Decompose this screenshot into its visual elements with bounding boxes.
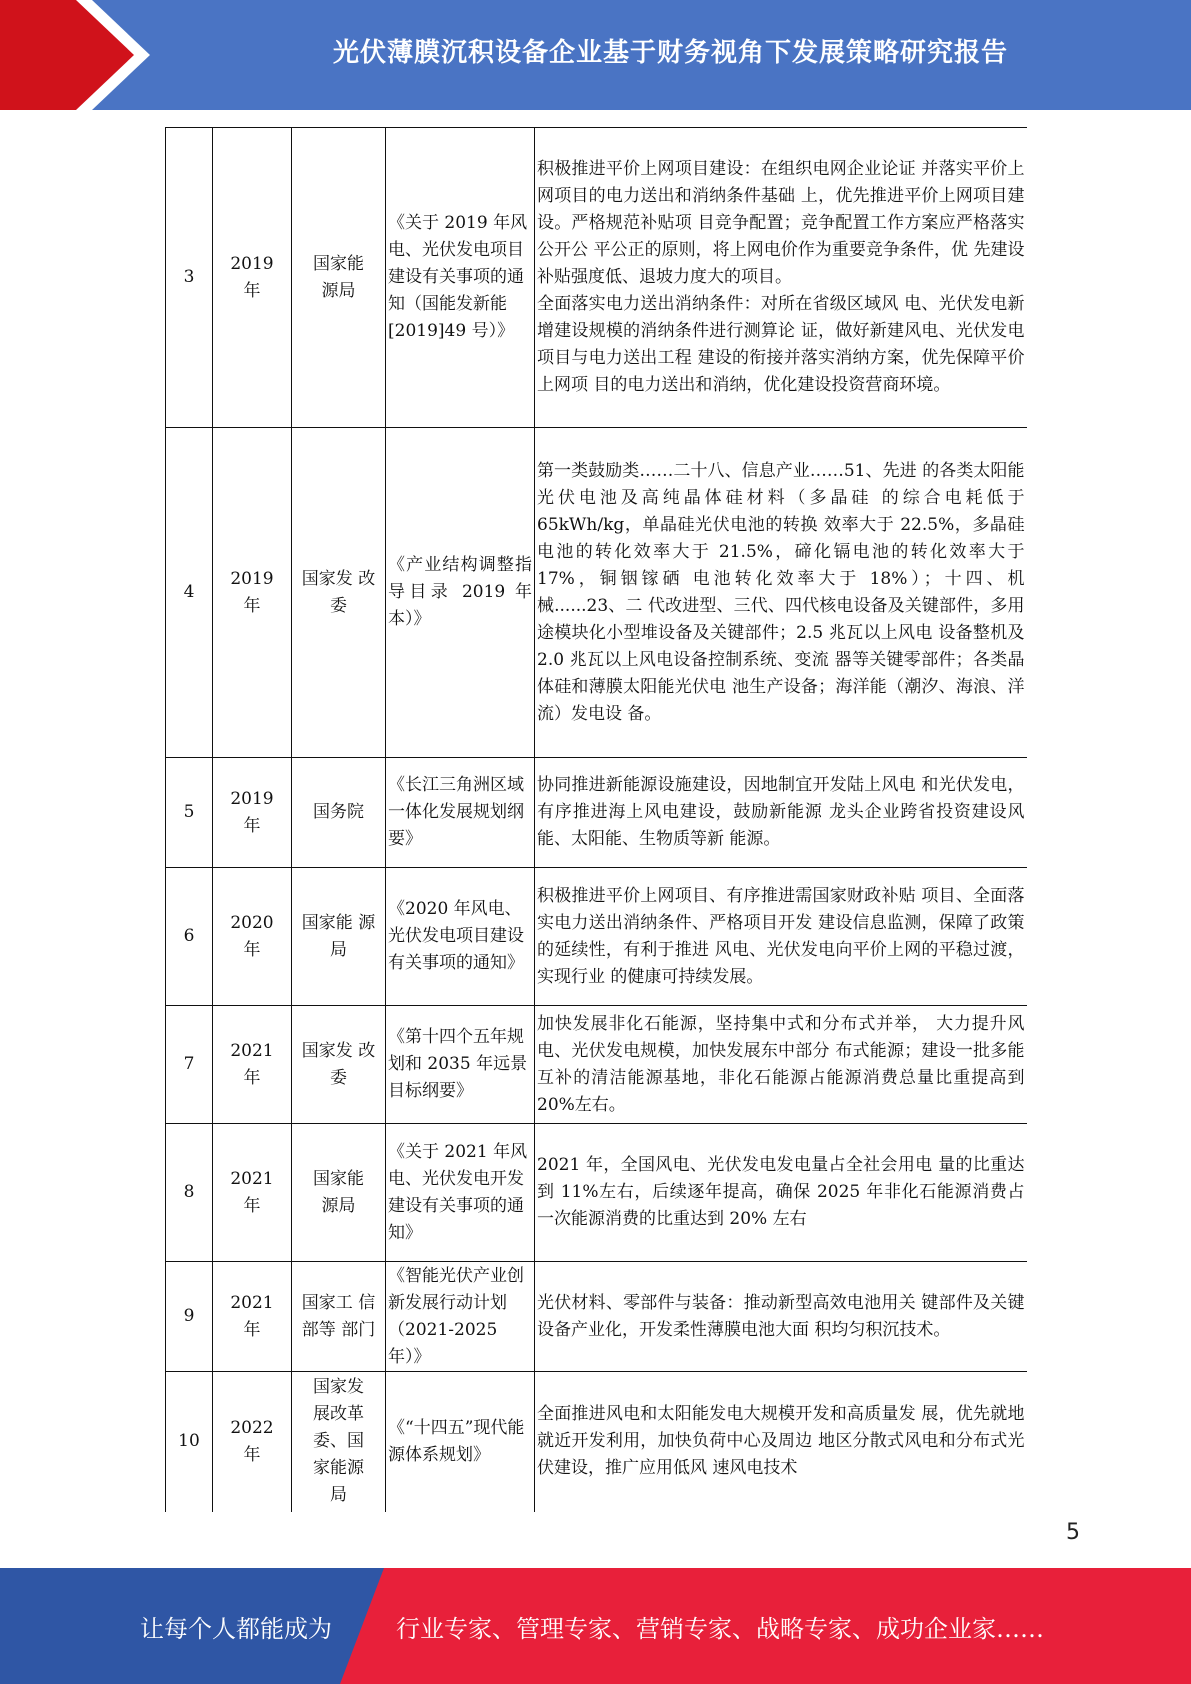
row-policy-content-cell [535, 1262, 1027, 1372]
row-policy-name-cell: 《智能光伏产业创新发展行动计划（2021-2025 年）》 [386, 1262, 535, 1372]
row-year-cell: 2019 年 [213, 758, 292, 868]
content-paragraph: 第一类鼓励类……二十八、信息产业……51、先进 的各类太阳能光伏电池及高纯晶体硅材料（多晶硅 的综合电耗低于 65kWh/kg，单晶硅光伏电池的转换 效率大于 22.5%，多晶硅电池的转化效率大于 21.5%，碲化镉电池的转化效率大于 17%，铜铟镓硒 电池转化效率大于 18%）；十四、机械......23、二 代改进型、三代、四代核电设备及关键部件，多用 途模块化小型堆设备及关键部件；2.5 兆瓦以上风电 设备整机及 2.0 兆瓦以上风电设备控制系统、变流 器等关键零部件；各类晶体硅和薄膜太阳能光伏电 池生产设备；海洋能（潮汐、海浪、洋流）发电设 备。 [537, 460, 1025, 724]
table-row [166, 428, 1027, 758]
row-policy-name-cell: 《“十四五”现代能源体系规划》 [386, 1372, 535, 1512]
row-year-cell: 2019 年 [213, 428, 292, 758]
row-issuer-cell: 国家发 展改革 委、国 家能源 局 [292, 1372, 386, 1512]
row-issuer-cell: 国家发 改 委 [292, 1006, 386, 1124]
policy-table-body [166, 128, 1027, 1512]
content-paragraph: 加快发展非化石能源，坚持集中式和分布式并举， 大力提升风电、光伏发电规模，加快发展东中部分 布式能源；建设一批多能互补的清洁能源基地，非化石能源占能源消费总量比重提高到 20%左右。 [537, 1013, 1025, 1115]
row-policy-name-cell: 《关于 2019 年风电、光伏发电项目建设有关事项的通知（国能发新能[2019]49 号）》 [386, 128, 535, 428]
report-title: 光伏薄膜沉积设备企业基于财务视角下发展策略研究报告 [332, 37, 1008, 68]
content-paragraph: 光伏材料、零部件与装备：推动新型高效电池用关 键部件及关键设备产业化，开发柔性薄膜电池大面 积均匀积沉技术。 [537, 1292, 1025, 1340]
content-paragraph: 全面落实电力送出消纳条件：对所在省级区域风 电、光伏发电新增建设规模的消纳条件进行测算论 证，做好新建风电、光伏发电项目与电力送出工程 建设的衔接并落实消纳方案，优先保障平价上网项 目的电力送出和消纳，优化建设投资营商环境。 [537, 294, 1025, 395]
row-number-cell: 8 [166, 1124, 213, 1262]
content-paragraph: 积极推进平价上网项目、有序推进需国家财政补贴 项目、全面落实电力送出消纳条件、严格项目开发 建设信息监测，保障了政策的延续性，有利于推进 风电、光伏发电向平价上网的平稳过渡，实现行业 的健康可持续发展。 [537, 885, 1025, 987]
header-arrow-decoration [0, 0, 160, 110]
row-year-cell: 2021 年 [213, 1006, 292, 1124]
content-paragraph: 2021 年，全国风电、光伏发电发电量占全社会用电 量的比重达到 11%左右，后续逐年提高，确保 2025 年非化石能源消费占一次能源消费的比重达到 20% 左右 [537, 1155, 1025, 1229]
row-number-cell: 5 [166, 758, 213, 868]
table-row [166, 868, 1027, 1006]
row-policy-name-cell: 《第十四个五年规划和 2035 年远景目标纲要》 [386, 1006, 535, 1124]
table-row [166, 128, 1027, 428]
row-number-cell: 6 [166, 868, 213, 1006]
row-policy-name-cell: 《长江三角洲区域一体化发展规划纲要》 [386, 758, 535, 868]
footer-slogan-left: 让每个人都能成为 [140, 1614, 332, 1643]
footer-slogan-right: 行业专家、管理专家、营销专家、战略专家、成功企业家…… [396, 1614, 1044, 1643]
row-number-cell: 10 [166, 1372, 213, 1512]
policy-table [165, 127, 1027, 1512]
content-paragraph: 协同推进新能源设施建设，因地制宜开发陆上风电 和光伏发电，有序推进海上风电建设，鼓励新能源 龙头企业跨省投资建设风能、太阳能、生物质等新 能源。 [537, 775, 1025, 849]
row-issuer-cell: 国家工 信 部等 部门 [292, 1262, 386, 1372]
row-issuer-cell: 国务院 [292, 758, 386, 868]
row-issuer-cell: 国家能 源局 [292, 1124, 386, 1262]
row-year-cell: 2019 年 [213, 128, 292, 428]
row-number-cell: 4 [166, 428, 213, 758]
content-paragraph: 积极推进平价上网项目建设：在组织电网企业论证 并落实平价上网项目的电力送出和消纳条件基础 上，优先推进平价上网项目建设。严格规范补贴项 目竞争配置；竞争配置工作方案应严格落实公开公 平公正的原则，将上网电价作为重要竞争条件，优 先建设补贴强度低、退坡力度大的项目。 [537, 159, 1025, 287]
row-year-cell: 2021 年 [213, 1262, 292, 1372]
page-header [0, 0, 1191, 110]
row-policy-content-cell [535, 1372, 1027, 1512]
table-row [166, 1262, 1027, 1372]
table-row [166, 1006, 1027, 1124]
row-year-cell: 2022 年 [213, 1372, 292, 1512]
row-policy-content-cell [535, 128, 1027, 428]
row-issuer-cell: 国家发 改 委 [292, 428, 386, 758]
row-policy-name-cell: 《关于 2021 年风电、光伏发电开发建设有关事项的通 知》 [386, 1124, 535, 1262]
row-policy-content-cell [535, 868, 1027, 1006]
row-policy-content-cell [535, 428, 1027, 758]
row-number-cell: 7 [166, 1006, 213, 1124]
table-row [166, 1372, 1027, 1512]
row-policy-name-cell: 《产业结构调整指导目录 2019 年本）》 [386, 428, 535, 758]
page-footer [0, 1568, 1191, 1684]
row-issuer-cell: 国家能 源局 [292, 128, 386, 428]
row-year-cell: 2021 年 [213, 1124, 292, 1262]
row-policy-content-cell [535, 758, 1027, 868]
row-policy-name-cell: 《2020 年风电、光伏发电项目建设有关事项的通知》 [386, 868, 535, 1006]
row-policy-content-cell [535, 1006, 1027, 1124]
page-number: 5 [1066, 1520, 1080, 1545]
row-year-cell: 2020 年 [213, 868, 292, 1006]
row-number-cell: 3 [166, 128, 213, 428]
table-row [166, 758, 1027, 868]
content-paragraph: 全面推进风电和太阳能发电大规模开发和高质量发 展，优先就地就近开发利用，加快负荷中心及周边 地区分散式风电和分布式光伏建设，推广应用低风 速风电技术 [537, 1404, 1025, 1479]
row-policy-content-cell [535, 1124, 1027, 1262]
row-issuer-cell: 国家能 源 局 [292, 868, 386, 1006]
table-row [166, 1124, 1027, 1262]
row-number-cell: 9 [166, 1262, 213, 1372]
